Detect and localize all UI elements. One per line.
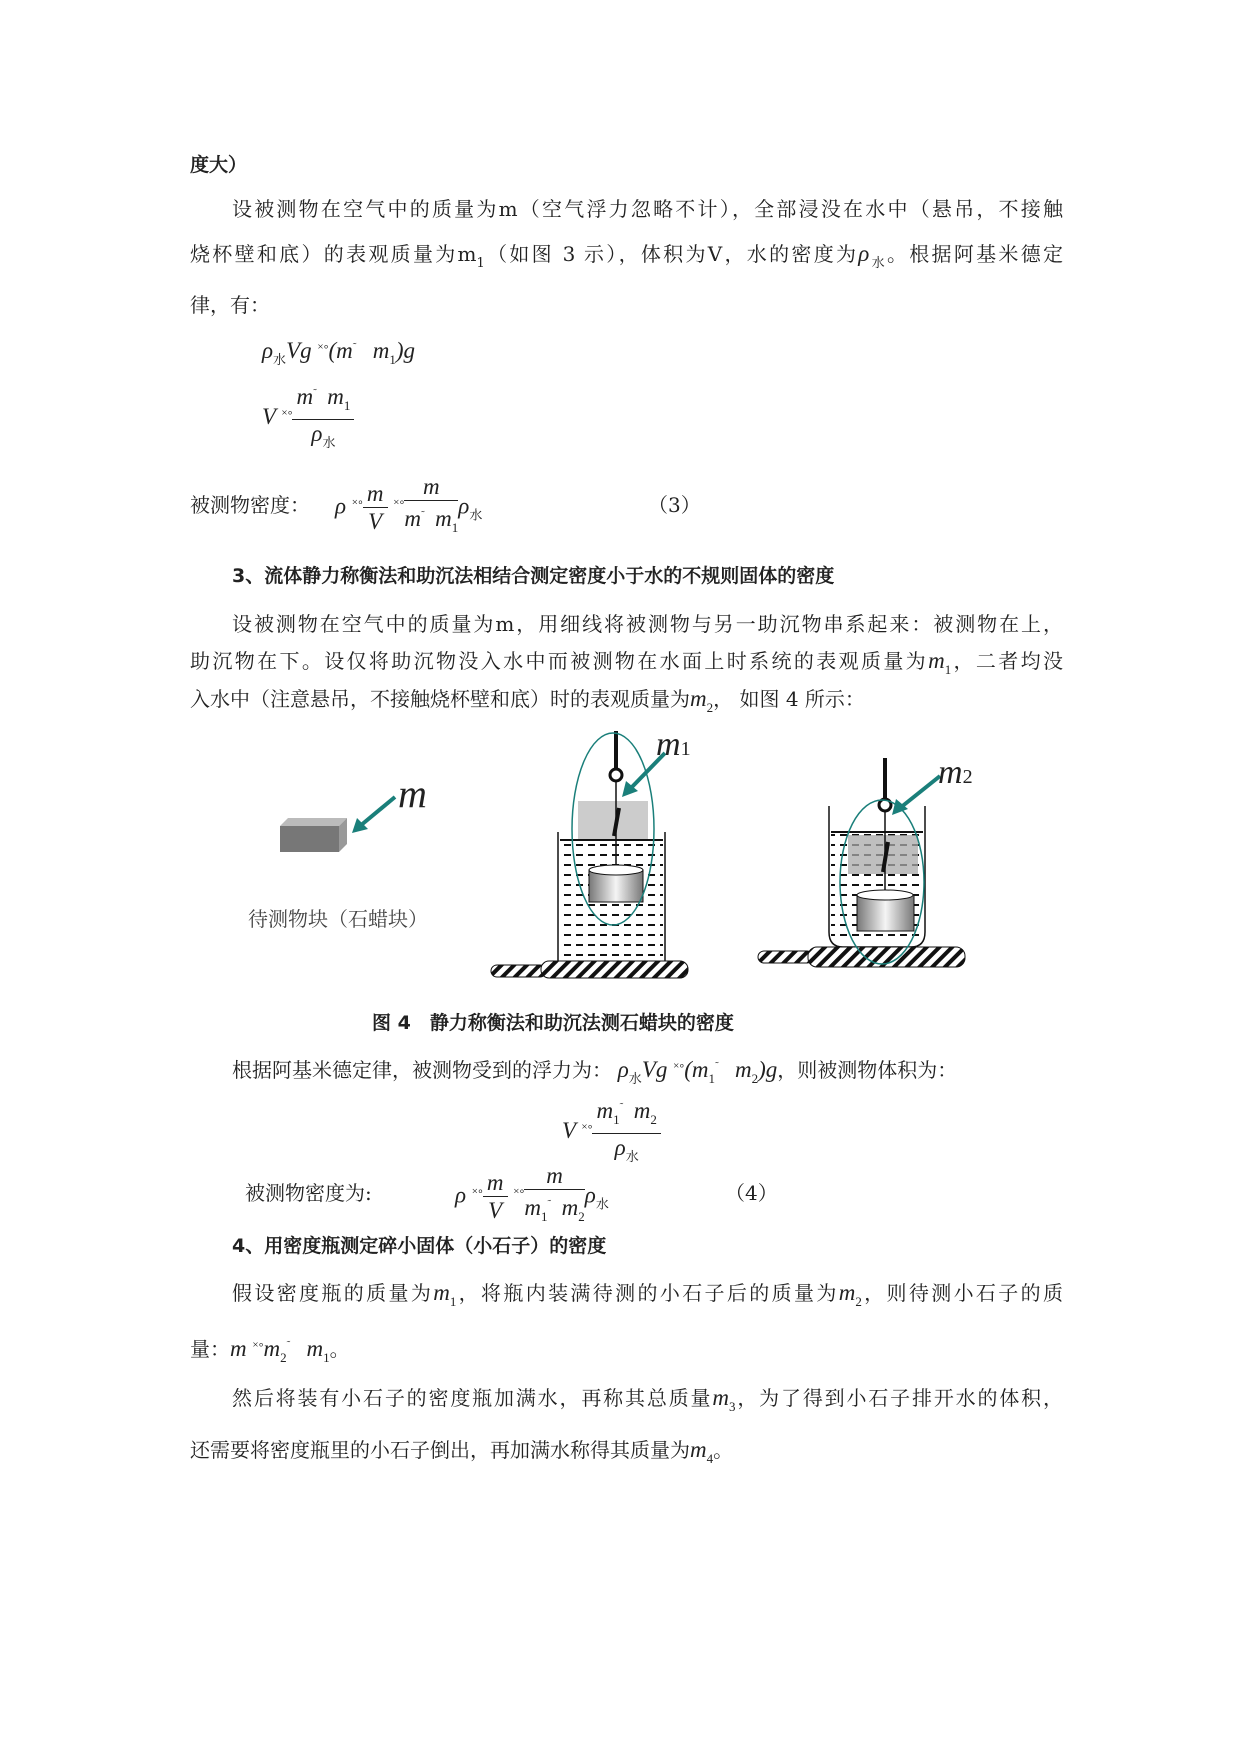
formula-buoyancy: $\rho_水Vg$ ×∘(m˜ $m_1)g$ [262,338,415,367]
text: 1 [476,256,485,271]
text: （如图 3 示），体积为V，水的密度为 [484,242,859,266]
text: 烧杯壁和底）的表观质量为m [190,242,477,266]
equation-number: （4） [725,1181,778,1205]
paragraph-line: 助沉物在下。设仅将助沉物没入水中而被测物在水面上时系统的表观质量为$m_1$，二者均没 [190,648,1064,677]
equation-number: （3） [648,493,701,517]
density-label: 被测物密度： [190,493,310,517]
figure-caption: 图 4 静力称衡法和助沉法测石蜡块的密度 [372,1012,734,1034]
formula-density-3: ρ ×∘ $\frac{m}{V}$ ×∘ $\frac{m}{m^˜ m_1}$ $\rho_水$ [335,474,483,535]
label-m1: m1 [656,726,691,763]
arrow-m [360,797,395,826]
paragraph-line: 假设密度瓶的质量为$m_1$，将瓶内装满待测的小石子后的质量为$m_2$，则待测小石子的质 [232,1280,1064,1309]
section-heading-3: 3、流体静力称衡法和助沉法相结合测定密度小于水的不规则固体的密度 [232,565,835,587]
rho-water: $\rho_水$ [858,241,887,270]
label-m2: m2 [938,754,973,791]
section-heading-4: 4、用密度瓶测定碎小固体（小石子）的密度 [232,1235,607,1257]
paragraph-line: 量：m $^{\times\circ}m_2^˜$ $m_1$。 [190,1336,350,1365]
label-m: m [398,771,427,816]
text: 。根据阿基米德定 [886,242,1064,266]
paragraph-line: 根据阿基米德定律，被测物受到的浮力为： $\rho_水Vg$ $^{\times\circ}(m_1^˜$ $m_2)g$，则被测物体积为： [232,1057,958,1086]
heading-continuation: 度大） [190,154,248,176]
beaker-1 [491,731,688,978]
formula-volume-4: V ×∘ $\frac{m_1^˜ m_2}{\rho_水}$ [562,1094,661,1171]
formula-volume: V ×∘ $\frac{m^˜ m_1}{\rho_水}$ [262,380,354,457]
paragraph-line: 设被测物在空气中的质量为m，用细线将被测物与另一助沉物串系起来：被测物在上， [232,612,1063,636]
wax-block [280,818,347,852]
paragraph-line: 然后将装有小石子的密度瓶加满水，再称其总质量$m_3$，为了得到小石子排开水的体积， [232,1385,1064,1414]
paragraph-line: 律，有： [190,293,270,317]
arrow-m2 [900,776,940,808]
block-caption: 待测物块（石蜡块） [248,907,428,931]
beaker-2 [758,758,965,967]
density-label: 被测物密度为: [245,1181,372,1205]
paragraph-line: 还需要将密度瓶里的小石子倒出，再加满水称得其质量为$m_4$。 [190,1437,734,1466]
paragraph-line: 设被测物在空气中的质量为m（空气浮力忽略不计），全部浸没在水中（悬吊，不接触 [232,197,1063,221]
paragraph-line: 入水中（注意悬吊，不接触烧杯壁和底）时的表观质量为$m_2$， 如图 4 所示： [190,686,865,715]
formula-density-4: ρ ×∘ $\frac{m}{V}$ ×∘ $\frac{m}{m_1^˜ m_2}$ $\rho_水$ [455,1163,609,1224]
